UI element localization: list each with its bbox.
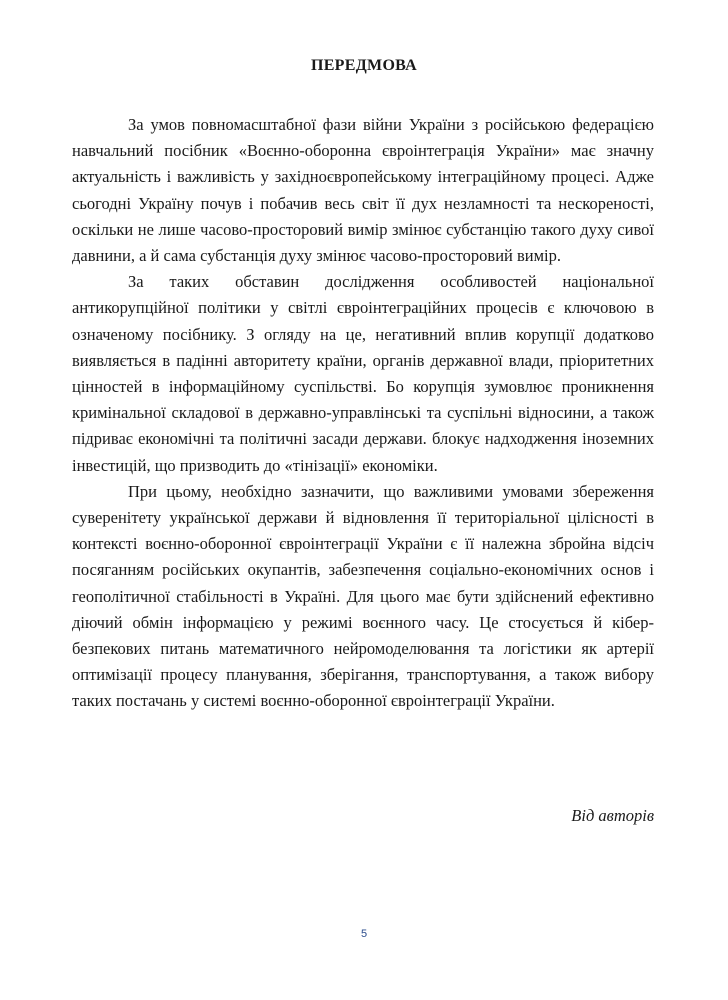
page-number: 5 [360,928,368,940]
paragraph-2: За таких обставин дослідження особливостей національної антикорупційної політики у світлі євроінтеграційних процесів є ключовою в означеному посібнику. З огляду на це, негативний вплив корупції додатково виявляється в падінні авторитету країни, органів державної влади, пріоритетних цінностей в інформаційному суспільстві. Бо корупція зумовлює проникнення кримінальної складової в державно-управлінські та суспільні відносини, а також підриває економічні та політичні засади держави. блокує надходження іноземних інвестицій, що призводить до «тінізації» економіки. [72,272,654,475]
page-title: ПЕРЕДМОВА [310,57,418,74]
paragraph-3: При цьому, необхідно зазначити, що важливими умовами збереження суверенітету української держави й відновлення її територіальної цілісності в контексті воєнно-оборонної євроінтеграції України є її належна збройна відсіч посяганням російських окупантів, забезпечення соціально-економічних основ і геополітичної стабільності в Україні. Для цього має бути здійснений ефективно діючий обмін інформацією у режимі воєнного часу. Це стосується й кібер-безпекових питань математичного нейромоделювання та логістики як артерії оптимізації процесу планування, зберігання, транспортування, а також вибору таких постачань у системі воєнно-оборонної євроінтеграції України. [72,481,654,711]
signature: Від авторів [571,806,654,825]
body-text [72,112,654,715]
paragraph-1: За умов повномасштабної фази війни України з російською федерацією навчальний посібник «Воєнно-оборонна євроінтеграція України» має значну актуальність і важливість у західноєвропейському інтеграційному процесі. Адже сьогодні Україну почув і побачив весь світ її дух незламності та нескореності, оскільки не лише часово-просторовий вимір змінює субстанцію такого духу сивої давнини, а й сама субстанція духу змінює часово-просторовий вимір. [72,115,654,266]
